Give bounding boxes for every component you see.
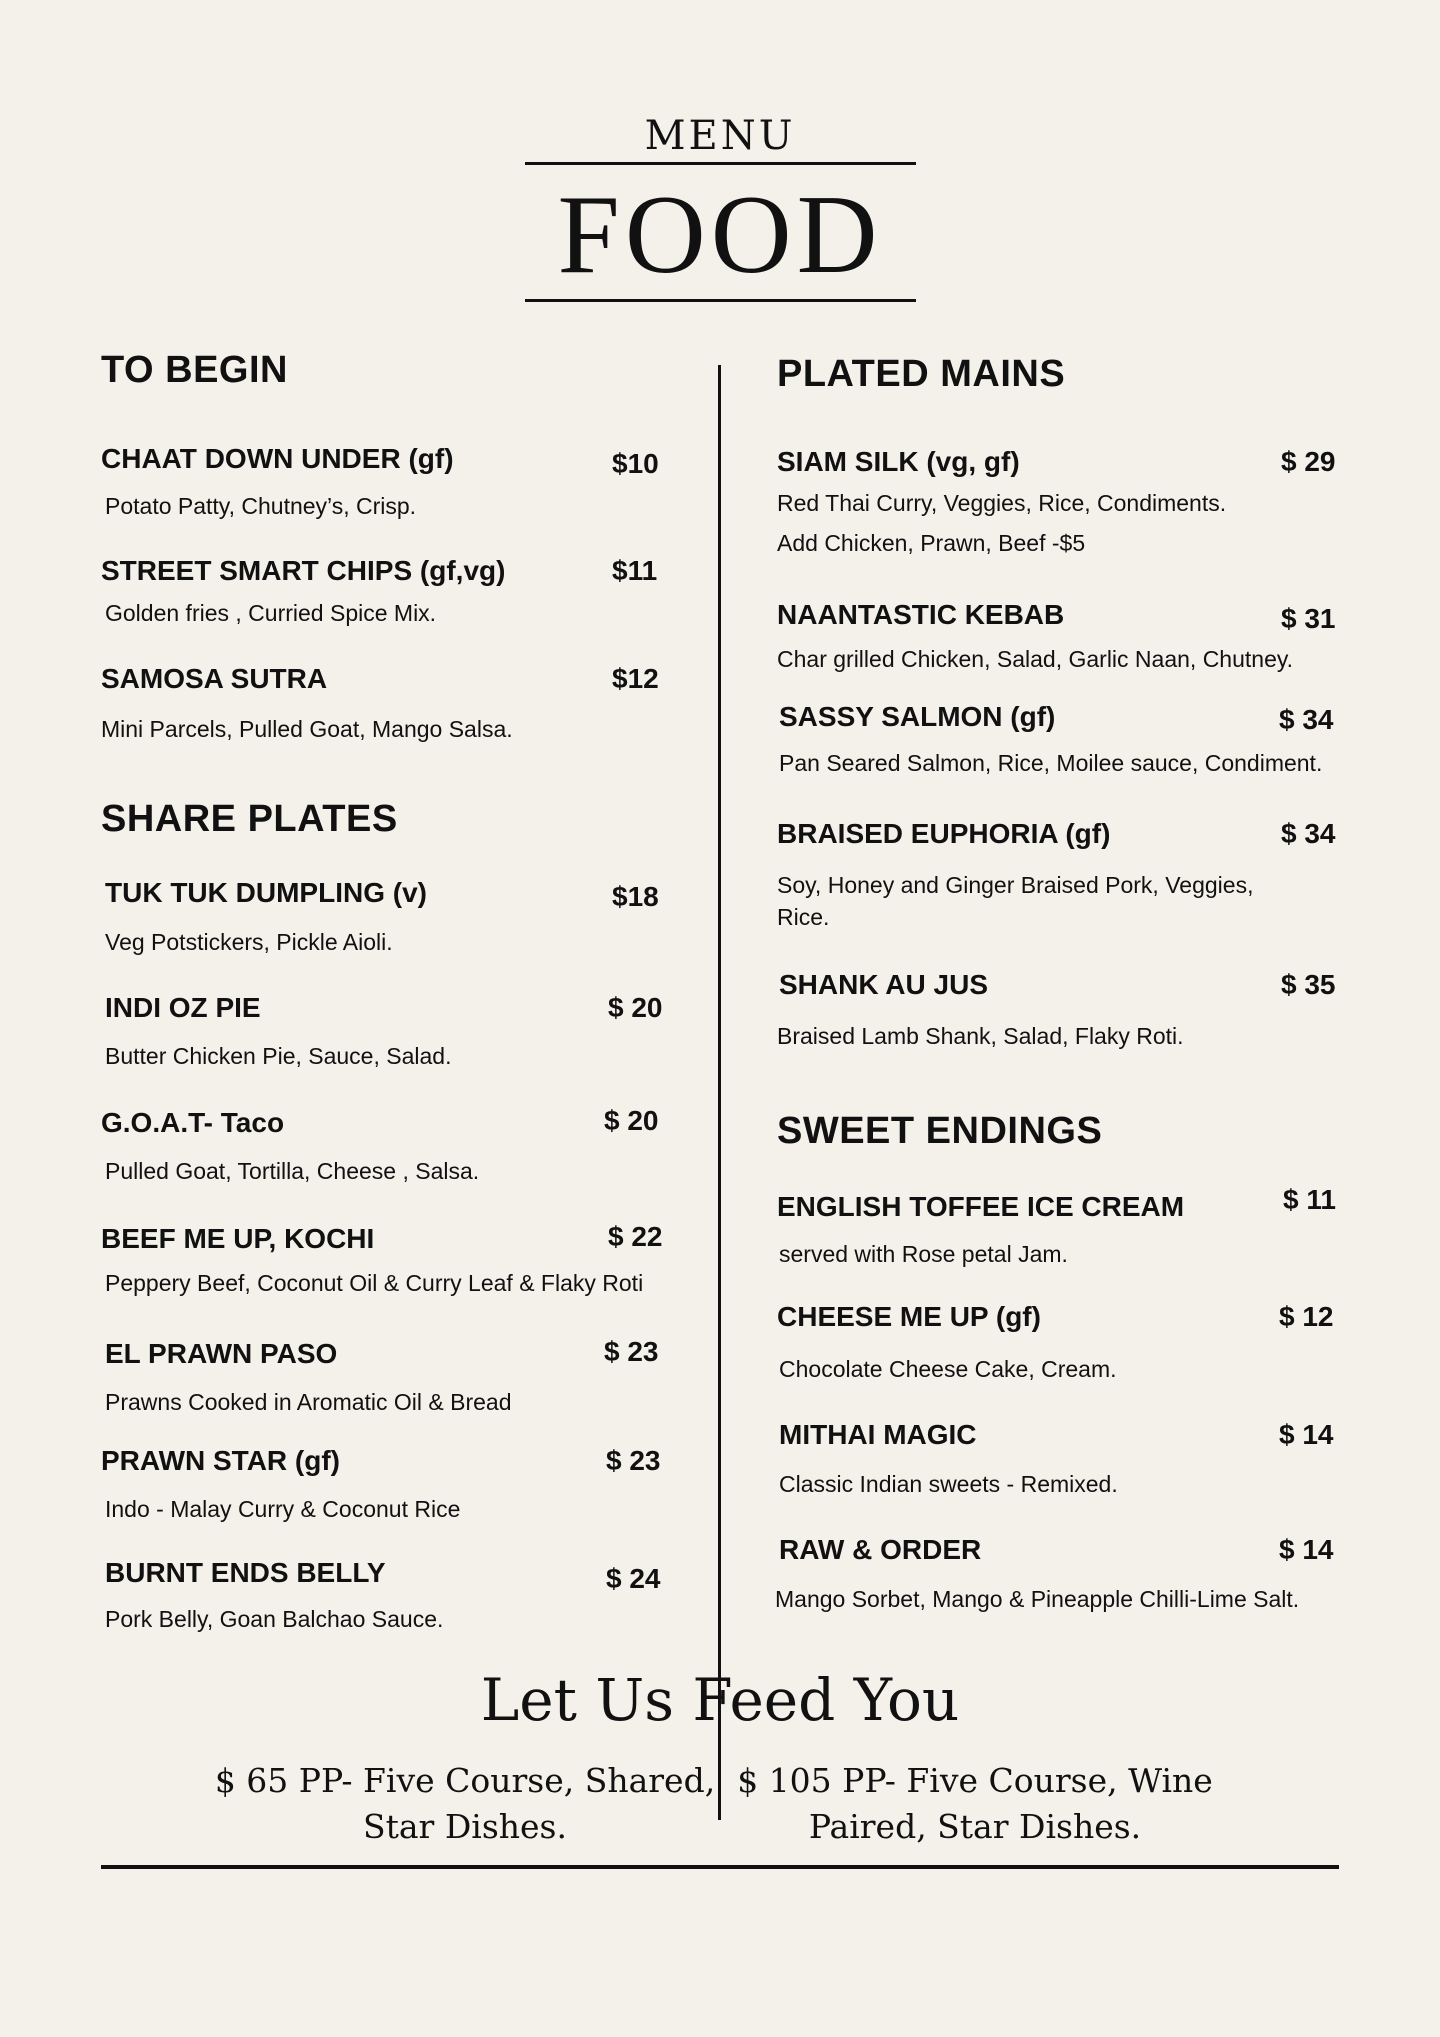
menu-item-name: STREET SMART CHIPS (gf,vg): [101, 555, 506, 586]
menu-item-desc: Veg Potstickers, Pickle Aioli.: [105, 929, 393, 955]
menu-item-desc-extra: Add Chicken, Prawn, Beef -$5: [777, 530, 1086, 556]
page-title: FOOD: [557, 173, 883, 297]
menu-item-price: $18: [612, 881, 659, 912]
menu-item-name: SAMOSA SUTRA: [101, 663, 328, 694]
menu-item-name: CHAAT DOWN UNDER (gf): [101, 443, 454, 474]
menu-item-name: INDI OZ PIE: [105, 992, 261, 1023]
section-title-plated-mains: PLATED MAINS: [777, 353, 1066, 395]
menu-item-name: RAW & ORDER: [779, 1534, 982, 1565]
feed-option-five-course-shared: [180, 1758, 750, 1850]
menu-item-desc: Mini Parcels, Pulled Goat, Mango Salsa.: [101, 716, 513, 742]
menu-item-desc: Indo - Malay Curry & Coconut Rice: [105, 1496, 461, 1522]
menu-item-name: SHANK AU JUS: [779, 969, 988, 1000]
menu-item-desc: Chocolate Cheese Cake, Cream.: [779, 1356, 1117, 1382]
menu-label: MENU: [644, 113, 796, 159]
menu-item-desc: Golden fries , Curried Spice Mix.: [105, 600, 437, 626]
menu-item-name: ENGLISH TOFFEE ICE CREAM: [777, 1191, 1185, 1222]
feed-option-line: $ 105 PP- Five Course, Wine: [737, 1761, 1213, 1800]
menu-item-price: $ 24: [606, 1563, 661, 1594]
menu-item-desc: Butter Chicken Pie, Sauce, Salad.: [105, 1043, 452, 1069]
menu-item-name: PRAWN STAR (gf): [101, 1445, 340, 1476]
menu-item-name: BURNT ENDS BELLY: [105, 1557, 386, 1588]
menu-item-desc: Classic Indian sweets - Remixed.: [779, 1471, 1118, 1497]
feed-option-line: $ 65 PP- Five Course, Shared,: [214, 1761, 716, 1800]
menu-item-desc: Red Thai Curry, Veggies, Rice, Condiments.: [777, 490, 1227, 516]
feed-option-line: Star Dishes.: [363, 1807, 567, 1846]
menu-item-price: $ 14: [1279, 1534, 1334, 1565]
menu-item-price: $ 23: [604, 1336, 659, 1367]
menu-item-price: $ 31: [1281, 603, 1336, 634]
menu-item-name: TUK TUK DUMPLING (v): [105, 877, 427, 908]
menu-item-name: SIAM SILK (vg, gf): [777, 446, 1020, 477]
menu-item-price: $ 34: [1279, 704, 1334, 735]
menu-item-desc: Mango Sorbet, Mango & Pineapple Chilli-Lime Salt.: [775, 1586, 1300, 1612]
menu-item-desc: Pulled Goat, Tortilla, Cheese , Salsa.: [105, 1158, 480, 1184]
menu-item-desc: Char grilled Chicken, Salad, Garlic Naan, Chutney.: [777, 646, 1294, 672]
menu-item-name: NAANTASTIC KEBAB: [777, 599, 1065, 630]
feed-option-wine-paired: [725, 1758, 1225, 1850]
menu-item-desc: Peppery Beef, Coconut Oil & Curry Leaf & Flaky Roti: [105, 1270, 644, 1296]
bottom-rule: [101, 1865, 1339, 1869]
menu-item-price: $10: [612, 448, 659, 479]
menu-item-name: EL PRAWN PASO: [105, 1338, 338, 1369]
menu-item-name: CHEESE ME UP (gf): [777, 1301, 1041, 1332]
menu-item-price: $ 11: [1283, 1184, 1336, 1215]
feed-title: Let Us Feed You: [480, 1666, 960, 1734]
menu-item-price: $ 22: [608, 1221, 663, 1252]
header-rule-bottom: [525, 299, 916, 302]
menu-item-name: SASSY SALMON (gf): [779, 701, 1056, 732]
menu-item-price: $ 29: [1281, 446, 1336, 477]
menu-item-name: BRAISED EUPHORIA (gf): [777, 818, 1111, 849]
menu-item-desc: Potato Patty, Chutney’s, Crisp.: [105, 493, 417, 519]
menu-item-price: $ 35: [1281, 969, 1336, 1000]
section-title-to-begin: TO BEGIN: [101, 349, 288, 391]
menu-item-price: $ 23: [606, 1445, 661, 1476]
menu-item-price: $ 12: [1279, 1301, 1334, 1332]
menu-item-price: $11: [612, 555, 658, 586]
section-title-sweet-endings: SWEET ENDINGS: [777, 1110, 1103, 1152]
menu-item-desc: Pan Seared Salmon, Rice, Moilee sauce, Condiment.: [779, 750, 1323, 776]
header-rule-top: [525, 162, 916, 165]
section-title-share-plates: SHARE PLATES: [101, 798, 398, 840]
menu-item-price: $12: [612, 663, 659, 694]
menu-item-desc: Soy, Honey and Ginger Braised Pork, Veggies, Rice.: [777, 872, 1254, 930]
feed-option-line: Paired, Star Dishes.: [808, 1807, 1142, 1846]
menu-item-price: $ 34: [1281, 818, 1336, 849]
menu-item-name: BEEF ME UP, KOCHI: [101, 1223, 375, 1254]
menu-item-price: $ 20: [604, 1105, 659, 1136]
menu-item-name: MITHAI MAGIC: [779, 1419, 977, 1450]
menu-item-price: $ 20: [608, 992, 663, 1023]
menu-item-price: $ 14: [1279, 1419, 1334, 1450]
menu-item-name: G.O.A.T- Taco: [101, 1107, 285, 1138]
menu-item-desc: Prawns Cooked in Aromatic Oil & Bread: [105, 1389, 512, 1415]
menu-item-desc: Pork Belly, Goan Balchao Sauce.: [105, 1606, 444, 1632]
menu-item-desc: Braised Lamb Shank, Salad, Flaky Roti.: [777, 1023, 1184, 1049]
column-divider: [718, 365, 721, 1820]
menu-item-desc: served with Rose petal Jam.: [779, 1241, 1068, 1267]
